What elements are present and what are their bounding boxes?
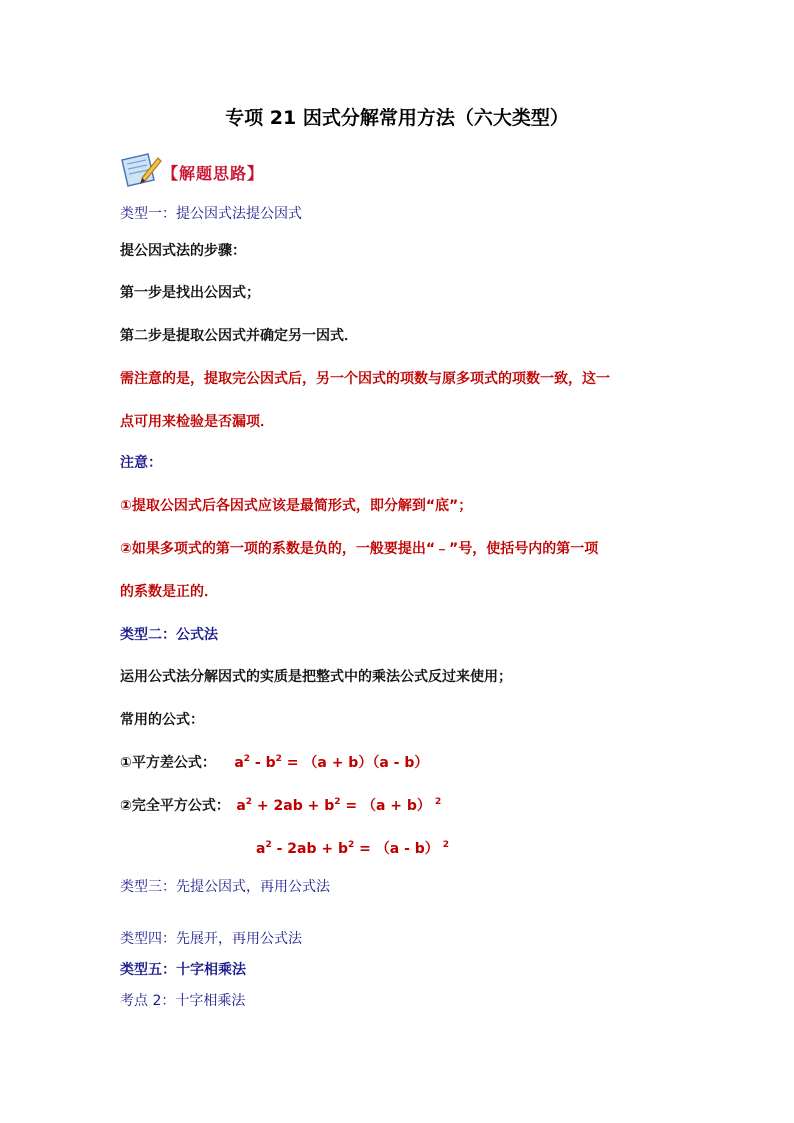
logo-label: 【解题思路】: [162, 164, 265, 183]
solution-ideas-logo: [118, 150, 283, 190]
pencil-paper-icon: [118, 150, 162, 190]
attention-item-1: ①提取公因式后各因式应该是最简形式，即分解到“底”；: [120, 498, 473, 514]
note-line-1: 需注意的是，提取完公因式后，另一个因式的项数与原多项式的项数一致，这一: [120, 371, 610, 387]
perfect-square-plus: [120, 795, 441, 815]
perfect-square-plus-formula: $a^2 + 2ab + b^2 = (a + b)$ $^2$: [236, 797, 442, 814]
attention-item-2: ②如果多项式的第一项的系数是负的，一般要提出“﹣”号，使括号内的第一项: [120, 541, 599, 557]
common-formulas-heading: 常用的公式：: [120, 712, 204, 728]
key-point-2-heading: 考点 2：十字相乘法: [120, 993, 246, 1009]
attention-heading: 注意：: [120, 455, 162, 471]
perfect-square-minus: [256, 838, 449, 858]
difference-of-squares-label: ①平方差公式：: [120, 755, 216, 771]
page-title: 专项 21 因式分解常用方法（六大类型）: [225, 107, 569, 129]
type-three-heading: 类型三：先提公因式，再用公式法: [120, 879, 330, 895]
difference-of-squares: [120, 752, 428, 772]
difference-of-squares-formula: $a^2 - b^2 = (a + b)(a - b)$: [234, 754, 429, 771]
formula-method-desc: 运用公式法分解因式的实质是把整式中的乘法公式反过来使用；: [120, 669, 512, 685]
type-five-heading: 类型五：十字相乘法: [120, 962, 246, 978]
step-one: 第一步是找出公因式；: [120, 285, 260, 301]
steps-heading: 提公因式法的步骤：: [120, 243, 246, 259]
note-line-2: 点可用来检验是否漏项．: [120, 414, 274, 430]
perfect-square-minus-formula: $a^2 - 2ab + b^2 = (a - b)$ $^2$: [256, 840, 450, 857]
type-four-heading: 类型四：先展开，再用公式法: [120, 931, 302, 947]
perfect-square-label: ②完全平方公式：: [120, 798, 230, 814]
step-two: 第二步是提取公因式并确定另一因式．: [120, 328, 358, 344]
attention-item-2-cont: 的系数是正的．: [120, 584, 218, 600]
type-two-heading: 类型二：公式法: [120, 627, 218, 643]
type-one-heading: 类型一：提公因式法提公因式: [120, 206, 302, 222]
